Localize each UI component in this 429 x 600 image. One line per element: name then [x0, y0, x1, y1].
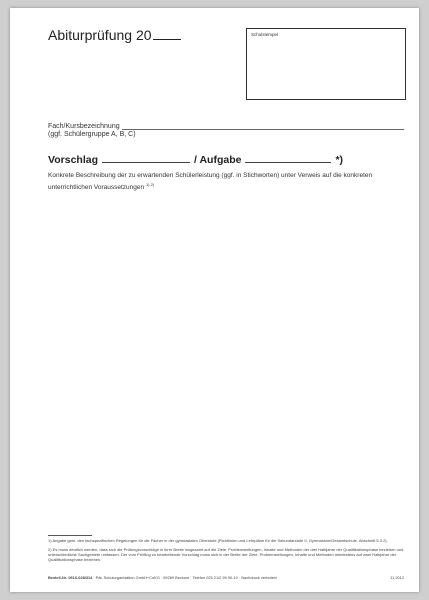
description-refs: 1) 2): [145, 181, 155, 187]
form-title: Abiturprüfung 20: [48, 27, 181, 43]
order-info: Bestell-Nr. 0616-028/314 · PäL Schulorganisation GmbH+CoKG · 59269 Beckum · Telefon 025 21/2 99 90-10 · Nachdruck verboten!: [48, 575, 278, 580]
school-stamp-box: [246, 28, 406, 100]
footnote-rule: [48, 535, 92, 536]
task-blank: [245, 153, 331, 163]
stamp-label: Schulstempel: [251, 32, 279, 37]
proposal-blank: [102, 153, 190, 163]
proposal-label: Vorschlag: [48, 154, 98, 166]
print-date: 11.2012: [390, 575, 404, 580]
description-text: Konkrete Beschreibung der zu erwartenden Schülerleistung (ggf. in Stichworten) unter Verweis auf die konkreten unterrichtlichen Voraussetzungen $^{1) 2)}$: [48, 172, 373, 191]
year-blank: [153, 28, 181, 40]
subject-line: [122, 129, 404, 130]
subject-label: Fach/Kursbezeichnung: [48, 123, 120, 130]
student-group-label: (ggf. Schülergruppe A, B, C): [48, 131, 136, 138]
proposal-line: [48, 153, 343, 166]
task-label: / Aufgabe: [194, 154, 242, 166]
form-page: [10, 8, 419, 592]
footnote-1: 1) Angabe gem. den fachspezifischen Regelungen für die Fächer in der gymnasialen Oberstufe (Richtlinien und Lehrpläne für die Sekundarstufe II, Gymnasium/Gesamtschule, Abschnitt 5.3.2).: [48, 538, 388, 543]
footnote-2: 2) Es muss deutlich werden, dass sich die Prüfungsvorschläge in ihrer Breite insgesamt auf die Ziele, Problemstellungen, Inhalte und Methoden der drei Halbjahre der Qualifikationsphase beziehen und unterschiedliche Sachgebiete umfassen. Der vom Prüfling zu bearbeitende Vorschlag muss sich in der Breite der Ziele, Problemstellungen, Inhalte und Methoden mindestens auf zwei Halbjahre der Qualifikationsphase beziehen.: [48, 547, 404, 562]
asterisk-note: *): [335, 154, 344, 166]
